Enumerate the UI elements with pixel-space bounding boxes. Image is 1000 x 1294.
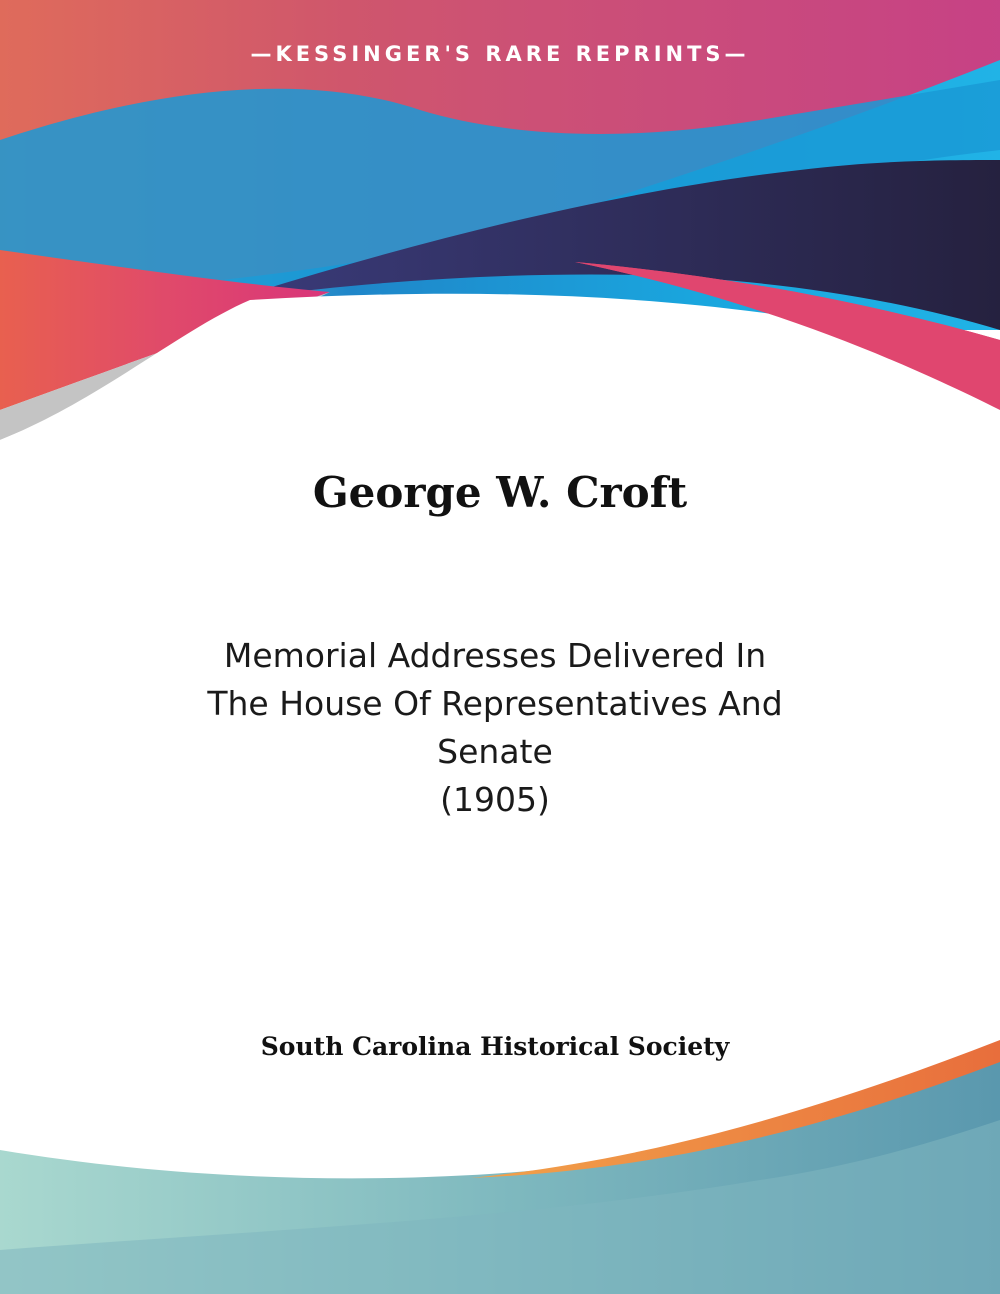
subtitle-line: Memorial Addresses Delivered In [223,636,767,675]
subtitle-line: Senate [437,732,553,771]
subtitle-line: The House Of Representatives And [207,684,783,723]
series-banner: —KESSINGER'S RARE REPRINTS— [250,42,750,66]
book-subtitle [150,632,840,824]
subtitle-year: (1905) [440,780,550,819]
book-author: South Carolina Historical Society [260,1032,730,1061]
book-title: George W. Croft [312,468,688,517]
